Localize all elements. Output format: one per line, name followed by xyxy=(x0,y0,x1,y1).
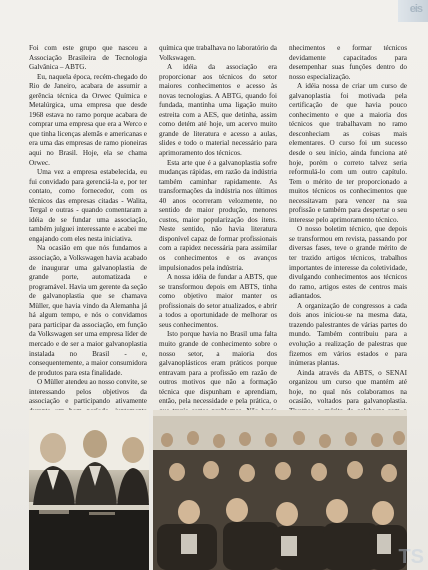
text-column-3 xyxy=(289,44,407,406)
header-corner-text: eis xyxy=(409,3,422,15)
article-paragraph: nhecimentos e formar técnicos devidamente capacitados para desempenhar suas funções dentro do nosso especialização. xyxy=(289,44,407,81)
article-paragraph: Na ocasião em que nós fundamos a associação, a Volkswagen havia acabado de inaugurar uma galvanoplastia de grande porte, automatizada e programável. Havia um gerente da seção de galvanoplastia que se chamava Müller, que havia vindo da Alemanha já há algum tempo, e nós o convidamos para participar da associação, em função da Volkswagen ser uma empresa líder de mercado e de ser a maior galvanoplastia instalada no Brasil - e, consequentemente, a maior consumidora de produtos para esta finalidade. xyxy=(29,244,147,377)
article-paragraph: A nossa idéia de fundar a ABTS, que se transformou depois em ABTS, tinha como objetivo maior manter os profissionais do setor atualizados, e abrir a todos a oportunidade de melhorar os seus conhecimentos. xyxy=(159,273,277,329)
article-body xyxy=(29,44,407,406)
article-paragraph: Isto porque havia no Brasil uma falta muito grande de conhecimento sobre o nosso setor, a maioria dos galvanoplásticos eram práticos porque entravam para a profissão em razão de outros motivos que não a formação técnica que dispunham e aprendiam, então, pela necessidade e pela prática, o xyxy=(159,330,277,406)
header-corner-decoration xyxy=(398,0,428,22)
article-paragraph: Uma vez a empresa estabelecida, eu fui convidado para gerenciá-la e, por ter contato, como fornecedor, com os técnicos das empresas citadas - Walita, Tergal e outras - quando comentaram a idéia de se fundar uma associação, também julguei interessante e acabei me engajando com eles nesta iniciativa. xyxy=(29,168,147,243)
photo-speakers-at-table xyxy=(29,410,149,570)
article-paragraph: A idéia nossa de criar um curso de galvanoplastia foi motivada pela certificação de que havia pouco conhecimento e que a maioria dos técnicos que trabalhavam no ramo desconheciam as coisas mais elementares. O curso foi um sucesso desde o seu início, ainda funciona até hoje, porém o correto talvez seria reformulá-lo com um outro capítulo. Tem o mérito de ter proporcionado a muitos técnicos os conhecimentos que necessitavam para vencer na sua profissão e também para despertar o seu interesse pelo aprimoramento técnico. xyxy=(289,82,407,224)
article-paragraph: química que trabalhava no laboratório da Volkswagen. xyxy=(159,44,277,62)
article-paragraph: O nosso boletim técnico, que depois se transformou em revista, passando por diversas fases, teve o grande mérito de ter trazido artigos técnicos, trabalhos importantes de interesse da coletividade, divulgando conhecimentos aos técnicos do ramo, artigos estes de centros mais adiantados. xyxy=(289,225,407,301)
photo-strip xyxy=(29,410,407,570)
page-watermark: TS xyxy=(398,546,424,568)
article-paragraph: Foi com este grupo que nasceu a Associação Brasileira de Tecnologia Galvânica – ABTG. xyxy=(29,44,147,72)
article-paragraph: A organização de congressos a cada dois anos iniciou-se na mesma data, trazendo palestrantes de várias partes do mundo. Também contribuiu para a evolução a realização de palestras que fizemos em vários estados e para inúmeras plantas. xyxy=(289,301,407,368)
article-paragraph: O Müller atendeu ao nosso convite, se interessando pelos objetivos da associação e participando ativamente xyxy=(29,378,147,406)
article-paragraph: Esta arte que é a galvanoplastia sofre mudanças rápidas, em razão da indústria também caminhar rapidamente. As transformações da indústria nos últimos 40 anos ocorreram velozmente, no sentido de maior produção, menores custos, maior popularização dos itens. Neste sentido, não havia literatura disponível capaz de formar profissionais com a rapidez necessária para assimilar os conhecimentos e os avanços impulsionados pela indústria. xyxy=(159,158,277,272)
text-column-1 xyxy=(29,44,147,406)
article-paragraph: Eu, naquela época, recém-chegado do Rio de Janeiro, acabara de assumir a gerência técnica da Orwec Química e Metalúrgica, uma empresa que desde 1968 estava no ramo porque acabara de comprar uma empresa que era a Werco e que tinha licenças alemãs e americanas e era uma das empresas de ramo pioneiras aqui no Brasil. Hoje, ela se chama Orwec. xyxy=(29,72,147,167)
article-paragraph: Ainda através da ABTS, o SENAI organizou um curso que mantém até hoje, no qual nós colaboramos na ocasião, voltados para galvanoplastia. xyxy=(289,368,407,406)
article-paragraph: A idéia da associação era proporcionar aos técnicos do setor maiores conhecimentos e acesso às novas tecnologias. A ABTG, quando foi fundada, mantinha uma ligação muito estreita com a AES, que detinha, assim como detém até hoje, um acervo muito grande de literatura e acesso a aulas, slides e todo o material necessário para aprimoramento dos técnicos. xyxy=(159,63,277,158)
text-column-2 xyxy=(159,44,277,406)
